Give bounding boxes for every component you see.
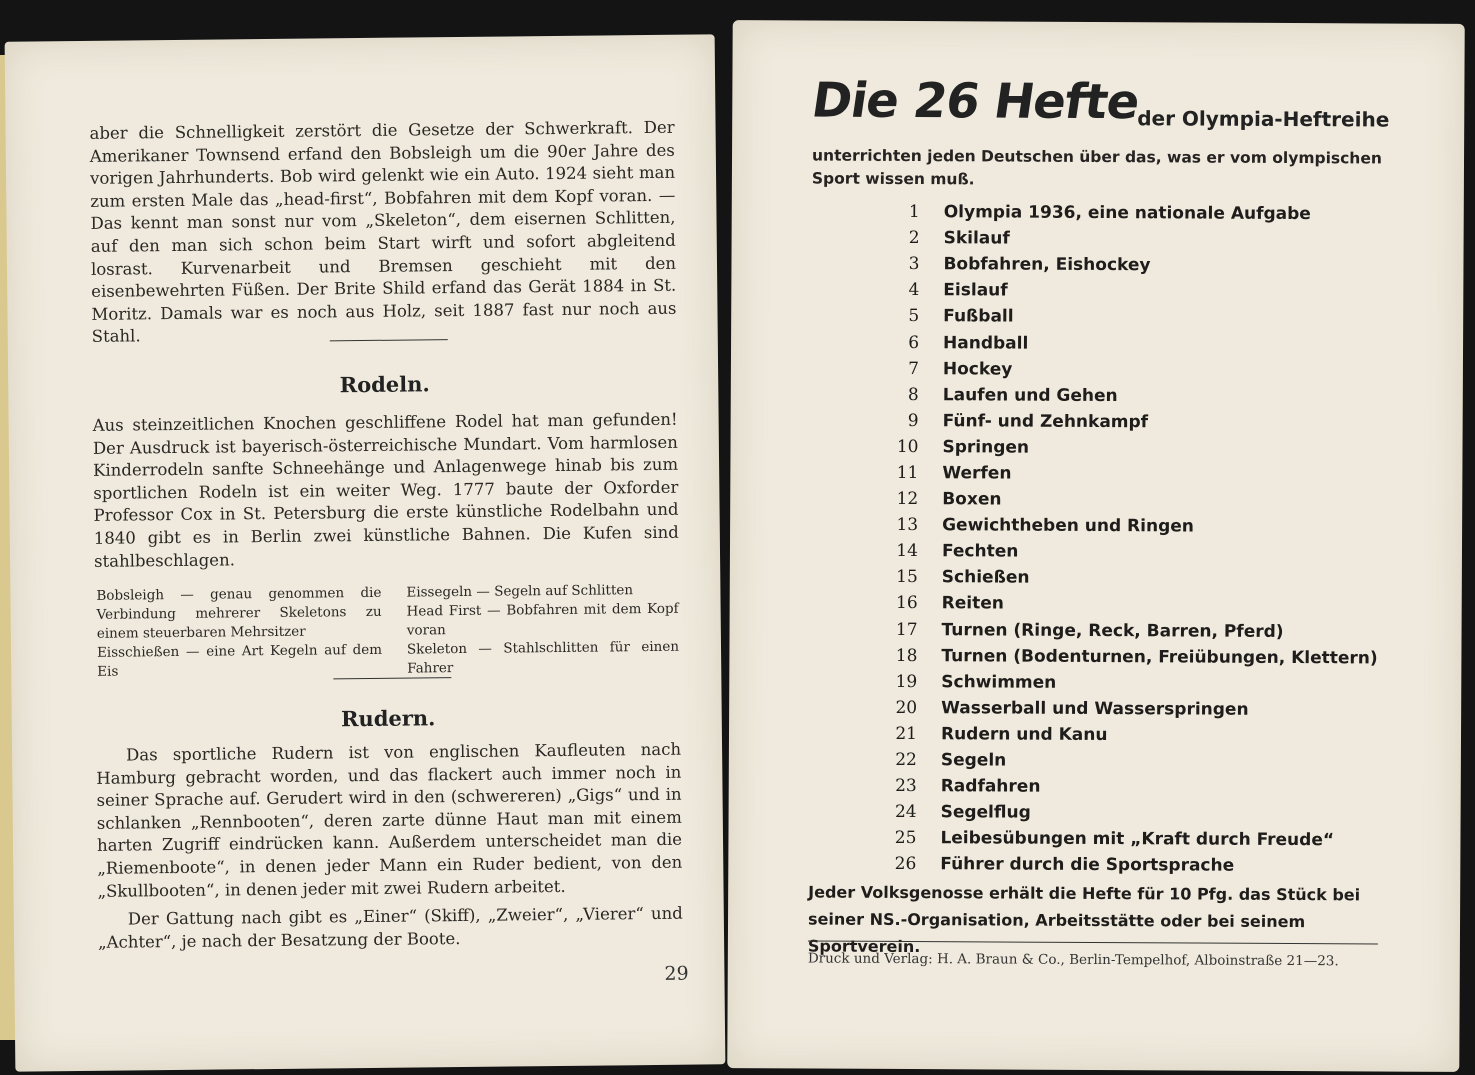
list-item-number: 23 [895,776,917,797]
left-page [5,34,726,1071]
list-item-number: 25 [894,828,917,849]
list-item-number: 7 [908,358,919,379]
list-item [880,538,1400,567]
list-item-label: Führer durch die Sportsprache [940,854,1235,877]
list-item-label: Fußball [943,306,1014,327]
imprint: Druck und Verlag: H. A. Braun & Co., Berlin-Tempelhof, Alboinstraße 21—23. [807,950,1339,970]
paragraph-rodeln: Aus steinzeitlichen Knochen geschliffene Rodel hat man gefunden! Der Ausdruck ist bayerisch-österreichische Mundart. Vom harmlosen Kinderrodeln sanfte Schneehänge und Anlagenwege hinab bis zum sportlichen Rodeln ist ein weiter Weg. 1777 baute der Oxforder Professor Cox in St. Petersburg die erste künstliche Rodelbahn und 1840 gibt es in Berlin zwei künstliche Bahnen. Die Kufen sind stahlbeschlagen. [92,409,679,571]
list-item [879,773,1399,802]
list-item-label: Eislauf [943,280,1008,301]
list-item [881,408,1401,437]
list-item-label: Fechten [941,541,1019,562]
list-item-label: Segeln [940,750,1007,771]
list-item-label: Werfen [942,463,1012,484]
list-item-number: 20 [895,697,918,718]
list-item-label: Turnen (Bodenturnen, Freiübungen, Klettern) [941,645,1378,669]
list-item-number: 18 [895,645,918,666]
list-item-label: Boxen [942,489,1002,510]
list-item [879,695,1399,724]
list-item-number: 11 [896,462,919,484]
list-item [882,225,1402,254]
list-item-number: 16 [896,593,918,614]
list-item-label: Olympia 1936, eine nationale Aufgabe [943,202,1311,225]
list-item [881,355,1401,384]
list-item [881,277,1401,306]
list-item [881,382,1401,411]
list-item-label: Bobfahren, Eishockey [943,254,1151,276]
list-item-number: 12 [896,489,919,510]
paragraph-bobsleigh: aber die Schnelligkeit zerstört die Gesetze der Schwerkraft. Der Amerikaner Townsend erfand den Bobsleigh um die 90er Jahre des vorigen Jahrhunderts. Bob wird gelenkt wie ein Auto. 1924 sieht man zum ersten Male das „head-first“, Bobfahren mit dem Kopf voran. — Das kennt man sonst nur vom „Skeleton“, dem eisernen Schlitten, auf den man sich schon beim Start wirft und sofort abgleitend losrast. Kurvenarbeit und Bremsen geschieht mit den eisenbewehrten Füßen. Der Brite Shild erfand das Gerät 1884 in St. Moritz. Damals war es noch aus Holz, seit 1887 fast nur noch aus Stahl. [89,117,677,347]
list-item-number: 22 [895,749,917,771]
list-item-number: 6 [908,332,920,353]
list-item-number: 2 [908,228,920,249]
glossary-column-right [406,581,679,679]
list-item-number: 3 [908,254,920,275]
list-item [880,434,1400,463]
list-item-number: 15 [896,567,918,588]
list-item-number: 19 [895,671,918,692]
booklet-list [878,199,1402,880]
list-item-label: Reiten [941,593,1004,614]
paragraph-rudern-2: Der Gattung nach gibt es „Einer“ (Skiff), „Zweier“, „Vierer“ und „Achter“, je nach der Besatzung der Boote. [97,903,683,952]
list-item-number: 24 [894,802,917,823]
list-item [880,590,1400,619]
list-item-number: 8 [907,384,919,405]
section-divider [333,677,451,679]
list-item [882,199,1402,228]
list-item [881,303,1401,332]
heading-rudern: Rudern. [340,705,436,732]
list-item [879,642,1399,671]
list-item [879,799,1399,828]
list-item-number: 9 [907,410,919,431]
list-item-number: 26 [894,854,917,875]
list-item [879,669,1399,698]
list-item-label: Hockey [942,358,1013,380]
list-item-label: Schwimmen [941,671,1057,693]
intro-text: unterrichten jeden Deutschen über das, was er vom olympischen Sport wissen muß. [811,146,1382,189]
purchase-note: Jeder Volksgenosse erhält die Hefte für 10 Pfg. das Stück bei seiner NS.-Organisation, Arbeitsstätte oder bei seinem Sportverein. [807,882,1361,957]
glossary-entry: Eisschießen — eine Art Kegeln auf dem Eis [96,641,383,680]
list-item [878,825,1398,854]
list-item [880,512,1400,541]
list-item-label: Segelflug [940,802,1031,823]
list-item-number: 5 [908,306,920,327]
list-item-label: Fünf- und Zehnkampf [942,410,1149,433]
list-item-label: Springen [942,437,1030,458]
paragraph-rudern [96,739,683,954]
glossary-entry: Head First — Bobfahren mit dem Kopf voran [406,600,679,639]
glossary-entry: Eissegeln — Segeln auf Schlitten [406,582,634,601]
list-item-number: 10 [896,436,919,457]
list-item-number: 21 [895,723,918,744]
list-item-label: Wasserball und Wasserspringen [941,698,1249,720]
list-item-label: Gewichtheben und Ringen [942,515,1194,537]
list-item [879,721,1399,750]
list-item-label: Radfahren [940,776,1041,797]
list-item-number: 1 [908,202,920,223]
list-item-number: 17 [895,619,918,640]
list-item-label: Rudern und Kanu [940,724,1108,745]
glossary-entry: Skeleton — Stahlschlitten für einen Fahrer [406,638,680,677]
glossary-entry: Bobsleigh — genau genommen die Verbindung mehrerer Skeletons zu einem steuerbaren Mehrsitzer [96,584,382,642]
list-item [881,329,1401,358]
list-item [880,564,1400,593]
list-item [878,851,1398,880]
list-item-label: Schießen [941,567,1030,589]
title-olympia-heftreihe: der Olympia-Heftreihe [1137,106,1390,132]
list-item [879,616,1399,645]
list-item-label: Skilauf [943,228,1010,249]
page-number: 29 [664,962,689,985]
glossary-column-left [96,584,382,682]
list-item [879,747,1399,776]
list-item-number: 4 [908,280,920,301]
heading-rodeln: Rodeln. [339,371,430,398]
list-item [881,251,1401,280]
right-page [727,20,1464,1072]
list-item-label: Laufen und Gehen [942,384,1118,406]
list-item [880,486,1400,515]
paragraph-rudern-1: Das sportliche Rudern ist von englischen Kaufleuten nach Hamburg gebracht worden, und das flackert auch immer noch in seiner Sprache auf. Gerudert wird in den (schwereren) „Gigs“ und in schlanken „Rennbooten“, deren zarte dünne Haut man mit einem harten Zugriff eindrücken kann. Außerdem unterscheidet man die „Riemenboote“, in denen jeder Mann ein Ruder bedient, von den „Skullbooten“, in denen jeder mit zwei Rudern arbeitet. [96,739,683,901]
list-item-number: 14 [896,541,919,562]
list-item-number: 13 [896,515,919,536]
list-item [880,460,1400,489]
title-die-26-hefte: Die 26 Hefte [808,72,1143,131]
list-item-label: Turnen (Ringe, Reck, Barren, Pferd) [941,619,1284,642]
list-item-label: Handball [943,332,1029,354]
list-item-label: Leibesübungen mit „Kraft durch Freude“ [940,828,1335,851]
